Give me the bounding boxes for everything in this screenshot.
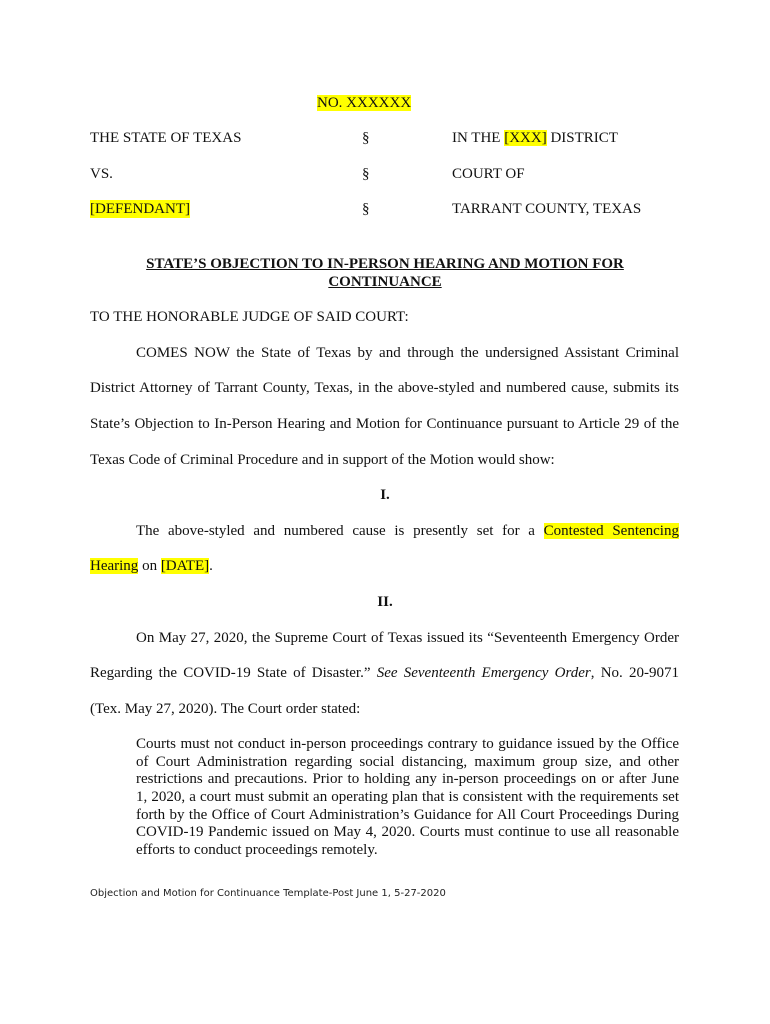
caption-court-prefix: IN THE [452,130,505,146]
section1-line-2-end: . [209,558,213,574]
section2-line-3: (Tex. May 27, 2020). The Court order stated: [90,701,361,717]
salutation: TO THE HONORABLE JUDGE OF SAID COURT: [90,309,409,325]
caption-party-state: THE STATE OF TEXAS [90,130,242,146]
caption-row-3 [90,200,680,218]
caption-row-1 [90,129,680,147]
section2-line-2-end: , No. 20-9071 [590,665,679,681]
section-heading-1: I. [380,487,390,503]
case-number [317,94,411,112]
caption-section-symbol: § [362,166,370,182]
section1-line-2-mid: on [138,558,161,574]
quote-line-4: 1, 2020, a court must submit an operating plan that is consistent with the requirements set [136,789,679,805]
caption-row-2 [90,165,680,183]
hearing-type-highlight-cont: Hearing [90,558,139,574]
quote-line-1: Courts must not conduct in-person proceedings contrary to guidance issued by the Office [136,736,679,752]
section1-line-1 [136,522,679,540]
section2-line-2-text: Regarding the COVID-19 State of Disaster.” [90,665,377,681]
district-number-highlight: [XXX] [504,130,547,146]
intro-line-4: Texas Code of Criminal Procedure and in support of the Motion would show: [90,452,555,468]
document-title [90,255,680,291]
section1-line-1-text: The above-styled and numbered cause is presently set for a [136,523,544,539]
intro-line-3: State’s Objection to In-Person Hearing and Motion for Continuance pursuant to Article 29 of the [90,416,679,432]
quote-line-5: forth by the Office of Court Administration’s Guidance for All Court Proceedings During [136,807,679,823]
quote-line-7: efforts to conduct proceedings remotely. [136,842,378,858]
quote-line-2: of Court Administration regarding social distancing, maximum group size, and other [136,754,679,770]
caption-section-symbol: § [362,201,370,217]
hearing-date-highlight: [DATE] [160,558,210,574]
section1-line-2 [90,557,213,575]
caption-court-district [452,129,618,147]
caption-versus: VS. [90,166,113,182]
section2-line-2 [90,664,679,682]
document-title-line-1: STATE’S OBJECTION TO IN-PERSON HEARING AND MOTION FOR [146,256,624,272]
page-footer: Objection and Motion for Continuance Template-Post June 1, 5-27-2020 [90,888,446,899]
caption-county: TARRANT COUNTY, TEXAS [452,201,642,217]
caption-court-of: COURT OF [452,166,525,182]
case-number-highlight: NO. XXXXXX [317,95,412,111]
section-heading-2: II. [377,594,393,610]
citation-italic: See Seventeenth Emergency Order [376,665,591,681]
section2-line-1: On May 27, 2020, the Supreme Court of Texas issued its “Seventeenth Emergency Order [136,630,679,646]
caption-court-suffix: DISTRICT [546,130,618,146]
intro-line-1: COMES NOW the State of Texas by and through the undersigned Assistant Criminal [136,345,679,361]
hearing-type-highlight: Contested Sentencing [543,523,679,539]
caption-section-symbol: § [362,130,370,146]
quote-line-3: restrictions and precautions. Prior to holding any in-person proceedings on or after June [136,771,679,787]
document-title-line-2: CONTINUANCE [328,274,442,290]
intro-line-2: District Attorney of Tarrant County, Texas, in the above-styled and numbered cause, submits its [90,380,679,396]
quote-line-6: COVID-19 Pandemic issued on May 4, 2020. Courts must continue to use all reasonable [136,824,679,840]
caption-defendant-highlight: [DEFENDANT] [90,201,190,217]
